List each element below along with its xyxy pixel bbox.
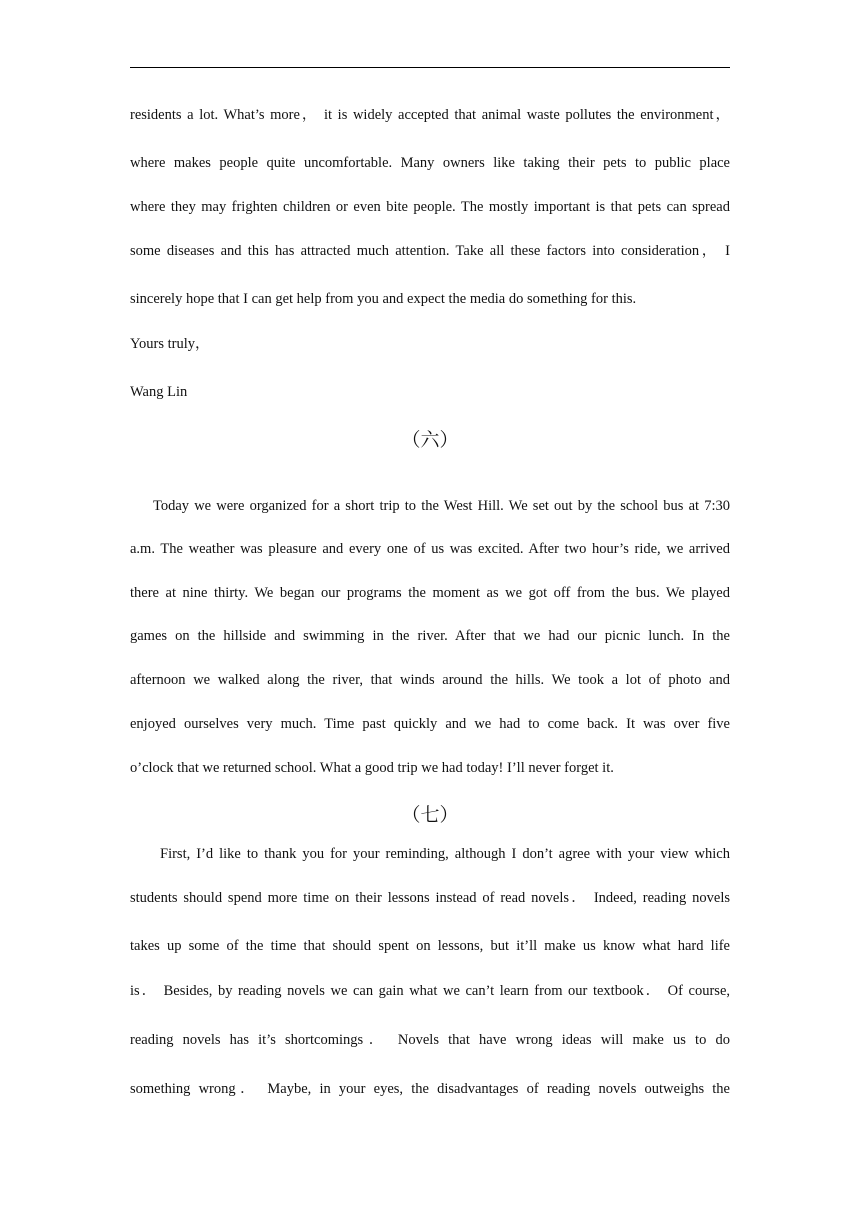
section5-line-4: some diseases and this has attracted much attention. Take all these factors into consideration， I (130, 243, 730, 259)
section5-line-3: where they may frighten children or even bite people. The mostly important is that pets can spread (130, 199, 730, 215)
letter-signature: Wang Lin (130, 384, 188, 400)
page-header-rule (130, 67, 730, 68)
section7-line-1: First, I’d like to thank you for your reminding, although I don’t agree with your view which (160, 846, 730, 862)
section6-line-7: o’clock that we returned school. What a good trip we had today! I’ll never forget it. (130, 760, 614, 776)
letter-closing: Yours truly， (130, 336, 210, 352)
section7-line-2: students should spend more time on their lessons instead of read novels． Indeed, reading novels (130, 890, 730, 906)
section6-line-2: a.m. The weather was pleasure and every one of us was excited. After two hour’s ride, we arrived (130, 541, 730, 557)
section6-line-1: Today we were organized for a short trip to the West Hill. We set out by the school bus at 7:30 (153, 498, 730, 514)
section6-line-3: there at nine thirty. We began our programs the moment as we got off from the bus. We played (130, 585, 730, 601)
section6-line-5: afternoon we walked along the river, that winds around the hills. We took a lot of photo and (130, 672, 730, 688)
section5-line-1: residents a lot. What’s more， it is widely accepted that animal waste pollutes the environment， (130, 107, 730, 123)
section7-line-5: reading novels has it’s shortcomings． Novels that have wrong ideas will make us to do (130, 1032, 730, 1048)
section6-line-6: enjoyed ourselves very much. Time past quickly and we had to come back. It was over five (130, 716, 730, 732)
section7-line-3: takes up some of the time that should spent on lessons, but it’ll make us know what hard life (130, 938, 730, 954)
section5-line-2: where makes people quite uncomfortable. Many owners like taking their pets to public place (130, 155, 730, 171)
section5-line-5: sincerely hope that I can get help from you and expect the media do something for this. (130, 291, 637, 307)
section7-heading: （七） (401, 804, 459, 826)
section7-line-6: something wrong． Maybe, in your eyes, the disadvantages of reading novels outweighs the (130, 1081, 730, 1097)
section7-line-4: is． Besides, by reading novels we can gain what we can’t learn from our textbook． Of course, (130, 983, 730, 999)
section6-line-4: games on the hillside and swimming in the river. After that we had our picnic lunch. In the (130, 628, 730, 644)
section6-heading: （六） (401, 429, 459, 451)
